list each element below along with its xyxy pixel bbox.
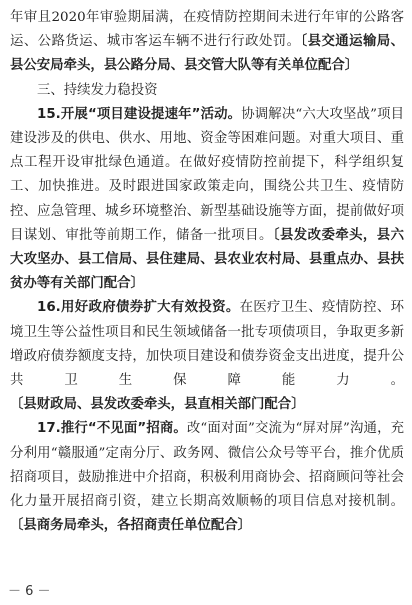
item-title: 15.开展“项目建设提速年”活动。 — [37, 106, 242, 122]
responsible-units: 〔县交通运输局、县公安局牵头，县公路分局、县交管大队等有关单位配合〕 — [10, 34, 404, 74]
page-number: － 6 － — [8, 584, 51, 599]
item-16 — [10, 296, 404, 417]
responsible-units: 〔县财政局、县发改委牵头，县直相关部门配合〕 — [10, 397, 305, 413]
item-text: 协调解决“六大攻坚战”项目建设涉及的供电、供水、用地、资金等困难问题。对重大项目、重点工程开设审批绿色通道。在做好疫情防控前提下，科学组织复工、加快推进。及时跟进国家政策走向，围绕公共卫生、疫情防控、应急管理、城乡环境整治、新型基础设施等方面，提前做好项目谋划、审批等前期工作，储备一批项目。 — [10, 106, 404, 243]
item-text: 在医疗卫生、疫情防控、环境卫生等公益性项目和民生领域储备一批专项债项目，争取更多新增政府债券额度支持，加快项目建设和债券资金支出进度，提升公共卫生保障能力。 — [10, 300, 404, 389]
item-text: 改“面对面”交流为“屏对屏”沟通，充分利用“赣服通”定南分厅、政务网、微信公众号等平台，推介优质招商项目，鼓励推进中介招商，积极利用商协会、招商顾问等社会化力量开展招商引资，建立长期高效顺畅的项目信息对接机制。 — [10, 421, 404, 510]
item-15 — [10, 103, 404, 297]
paragraph-text: 年审且2020年审验期届满，在疫情防控期间未进行年审的公路客运、公路货运、城市客运车辆不进行行政处罚。 — [10, 10, 404, 50]
item-title: 17.推行“不见面”招商。 — [37, 421, 187, 437]
document-body — [10, 6, 404, 538]
paragraph-continuation — [10, 6, 404, 79]
responsible-units: 〔县商务局牵头，各招商责任单位配合〕 — [10, 518, 252, 534]
item-title: 16.用好政府债券扩大有效投资。 — [37, 300, 240, 316]
responsible-units: 〔县发改委牵头，县六大攻坚办、县工信局、县住建局、县农业农村局、县重点办、县扶贫办等有关部门配合〕 — [10, 227, 404, 292]
item-17 — [10, 417, 404, 538]
section-heading: 三、持续发力稳投资 — [37, 82, 158, 98]
